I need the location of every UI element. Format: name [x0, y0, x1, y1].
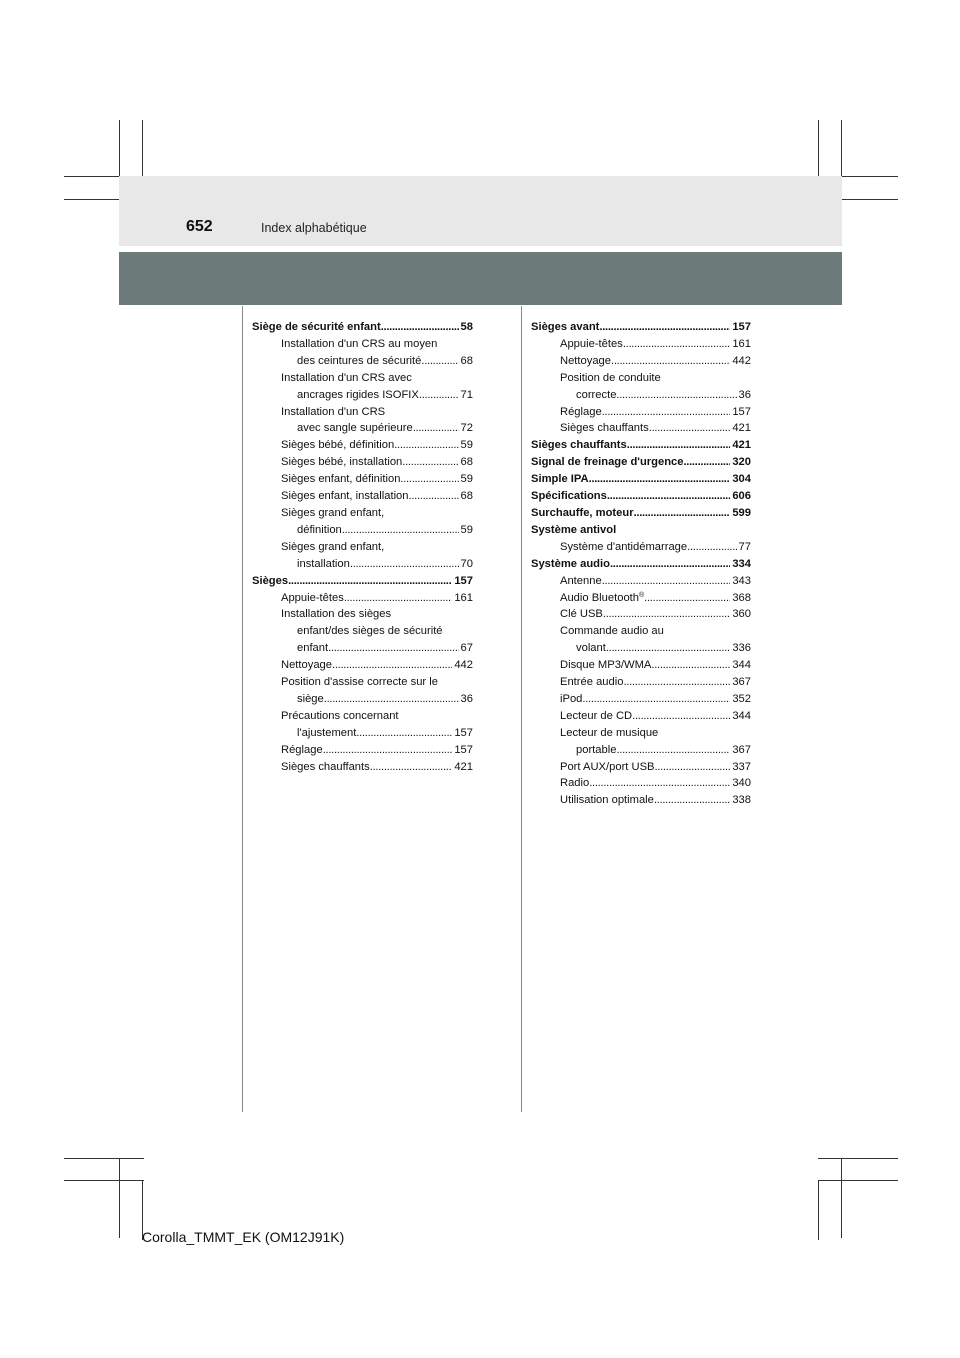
index-entry [252, 404, 473, 421]
index-entry-text: Position de conduite [560, 371, 661, 384]
index-entry-page: 421 [732, 422, 751, 435]
index-entry-page: 344 [732, 659, 751, 672]
header-band [119, 176, 842, 246]
index-entry-page: 343 [732, 574, 751, 587]
index-entry-text: Installation d'un CRS [281, 405, 386, 418]
leader-dots [288, 573, 452, 590]
index-entry-page: 70 [460, 557, 473, 570]
index-entry-text: Réglage [560, 405, 602, 418]
index-entry-text: Simple IPA [531, 473, 589, 486]
index-entry-page: 304 [732, 473, 751, 486]
index-entry-text: définition [297, 523, 342, 536]
leader-dots [332, 657, 452, 674]
index-entry [252, 488, 473, 505]
index-entry [252, 505, 473, 522]
index-entry-text: Surchauffe, moteur [531, 506, 634, 519]
index-entry-text: Lecteur de CD [560, 709, 633, 722]
index-entry-page: 157 [454, 726, 473, 739]
index-entry-text: Système audio [531, 557, 610, 570]
index-entry [531, 353, 751, 370]
index-entry-page: 334 [732, 557, 751, 570]
index-entry-text: Sièges chauffants [560, 422, 649, 435]
index-entry-text: installation [297, 557, 350, 570]
index-entry-page: 320 [732, 456, 751, 469]
index-entry [252, 556, 473, 573]
index-column-right [531, 319, 751, 809]
index-entry-text: l'ajustement [297, 726, 357, 739]
index-entry-text: Sièges grand enfant, [281, 506, 385, 519]
leader-dots [655, 759, 731, 776]
index-entry-page: 367 [732, 743, 751, 756]
index-entry-text: Réglage [281, 743, 323, 756]
index-entry [531, 657, 751, 674]
index-entry-text: volant [576, 642, 606, 655]
leader-dots [623, 336, 731, 353]
index-entry-text: correcte [576, 388, 617, 401]
index-entry [531, 691, 751, 708]
index-entry [531, 606, 751, 623]
leader-dots [409, 488, 459, 505]
crop-mark [818, 1158, 898, 1159]
index-entry [252, 522, 473, 539]
index-entry-page: 368 [732, 591, 751, 604]
index-entry-text: Spécifications [531, 490, 607, 503]
index-entry-text: Antenne [560, 574, 602, 587]
column-divider [521, 306, 522, 1112]
crop-mark [818, 1180, 819, 1240]
leader-dots [610, 556, 730, 573]
leader-dots [611, 353, 730, 370]
index-entry-page: 599 [732, 506, 751, 519]
index-entry [531, 725, 751, 742]
leader-dots [419, 387, 459, 404]
index-entry-page: 36 [460, 692, 473, 705]
section-band [119, 252, 842, 305]
index-entry-text: Sièges enfant, définition [281, 473, 401, 486]
index-entry [252, 590, 473, 607]
index-entry-text: Système d'antidémarrage [560, 540, 688, 553]
index-entry-page: 68 [460, 354, 473, 367]
index-entry [531, 522, 751, 539]
index-entry-text: ancrages rigides ISOFIX [297, 388, 419, 401]
index-entry-text: Radio [560, 777, 590, 790]
index-entry-page: 59 [460, 439, 473, 452]
index-entry [252, 437, 473, 454]
index-entry-page: 59 [460, 523, 473, 536]
index-entry-text: Disque MP3/WMA [560, 659, 652, 672]
index-entry-text: avec sangle supérieure [297, 422, 413, 435]
index-entry-text: portable [576, 743, 617, 756]
index-entry [531, 792, 751, 809]
leader-dots [413, 420, 459, 437]
index-entry [531, 708, 751, 725]
index-entry-text: des ceintures de sécurité [297, 354, 422, 367]
index-entry-text: Installation d'un CRS avec [281, 371, 412, 384]
index-entry-text: Sièges bébé, installation [281, 456, 403, 469]
index-entry-text: siège [297, 692, 324, 705]
leader-dots [649, 420, 731, 437]
leader-dots [599, 319, 730, 336]
leader-dots [602, 404, 731, 421]
index-entry-page: 59 [460, 473, 473, 486]
index-entry-text: iPod [560, 692, 583, 705]
leader-dots [421, 353, 458, 370]
leader-dots [323, 742, 453, 759]
index-entry [531, 336, 751, 353]
index-entry-page: 161 [454, 591, 473, 604]
index-entry [252, 454, 473, 471]
index-entry [531, 640, 751, 657]
index-entry [252, 353, 473, 370]
leader-dots [370, 759, 453, 776]
index-entry-text: Appuie-têtes [281, 591, 344, 604]
crop-mark [841, 1158, 842, 1238]
index-entry [252, 319, 473, 336]
index-entry-page: 68 [460, 490, 473, 503]
index-entry-text: Sièges chauffants [281, 760, 370, 773]
index-entry-text: Sièges chauffants [531, 439, 627, 452]
index-entry [531, 454, 751, 471]
index-entry-page: 157 [454, 574, 473, 587]
leader-dots [651, 657, 730, 674]
index-entry [252, 573, 473, 590]
index-entry [531, 387, 751, 404]
index-entry-page: 442 [454, 659, 473, 672]
leader-dots [344, 590, 453, 607]
index-entry [531, 623, 751, 640]
index-entry-text: Signal de freinage d'urgence [531, 456, 684, 469]
index-entry [531, 319, 751, 336]
index-entry-text: Commande audio au [560, 625, 664, 638]
registered-mark: ® [639, 591, 645, 599]
leader-dots [603, 606, 730, 623]
section-title: Index alphabétique [261, 221, 367, 235]
index-entry-page: 336 [732, 642, 751, 655]
index-entry [531, 437, 751, 454]
index-entry-page: 161 [732, 337, 751, 350]
index-entry-page: 58 [460, 321, 473, 333]
index-entry [252, 539, 473, 556]
index-entry-text: Sièges grand enfant, [281, 540, 385, 553]
index-entry-text: Sièges avant [531, 321, 600, 333]
index-entry-page: 72 [460, 422, 473, 435]
leader-dots [381, 319, 459, 336]
index-entry [531, 590, 751, 607]
index-entry-page: 352 [732, 692, 751, 705]
leader-dots [616, 387, 736, 404]
leader-dots [402, 454, 458, 471]
index-entry-page: 606 [732, 490, 751, 503]
index-entry-text: Installation d'un CRS au moyen [281, 337, 438, 350]
index-entry [252, 742, 473, 759]
index-entry-page: 67 [460, 642, 473, 655]
index-column-left [252, 319, 473, 775]
leader-dots [687, 539, 736, 556]
leader-dots [356, 725, 452, 742]
index-entry-page: 36 [738, 388, 751, 401]
index-entry [531, 505, 751, 522]
leader-dots [582, 691, 730, 708]
index-entry-text: Appuie-têtes [560, 337, 623, 350]
index-entry-text: Nettoyage [281, 659, 332, 672]
leader-dots [683, 454, 730, 471]
index-entry-page: 360 [732, 608, 751, 621]
index-entry [531, 404, 751, 421]
index-entry-text: Sièges [252, 574, 289, 587]
leader-dots [324, 691, 459, 708]
leader-dots [589, 775, 730, 792]
index-entry [531, 370, 751, 387]
index-entry-page: 157 [732, 321, 751, 333]
index-entry [531, 420, 751, 437]
index-entry-text: Port AUX/port USB [560, 760, 655, 773]
index-entry [252, 471, 473, 488]
index-entry-page: 337 [732, 760, 751, 773]
index-entry-page: 338 [732, 794, 751, 807]
index-entry-page: 367 [732, 676, 751, 689]
crop-mark [64, 1180, 144, 1181]
index-entry [531, 488, 751, 505]
index-entry-text: Système antivol [531, 523, 617, 536]
index-entry-text: Utilisation optimale [560, 794, 654, 807]
leader-dots [627, 437, 731, 454]
index-entry-text: enfant [297, 642, 329, 655]
index-entry-page: 77 [738, 540, 751, 553]
index-entry-text: Installation des sièges [281, 608, 392, 621]
index-entry-text: Nettoyage [560, 354, 611, 367]
index-entry [531, 573, 751, 590]
index-entry-text: Audio Bluetooth [560, 591, 639, 604]
leader-dots [616, 742, 730, 759]
crop-mark [818, 1180, 898, 1181]
index-entry [252, 691, 473, 708]
index-entry [252, 640, 473, 657]
index-entry-text: Précautions concernant [281, 709, 399, 722]
leader-dots [602, 573, 731, 590]
leader-dots [342, 522, 459, 539]
index-entry-page: 157 [454, 743, 473, 756]
index-entry [531, 471, 751, 488]
crop-mark [119, 1158, 120, 1238]
leader-dots [589, 471, 731, 488]
crop-mark [64, 1158, 144, 1159]
leader-dots [400, 471, 458, 488]
index-entry-page: 71 [460, 388, 473, 401]
index-entry-page: 421 [454, 760, 473, 773]
index-entry [252, 725, 473, 742]
leader-dots [394, 437, 458, 454]
index-entry [252, 759, 473, 776]
index-entry-page: 68 [460, 456, 473, 469]
index-entry [252, 370, 473, 387]
index-entry-page: 421 [732, 439, 751, 452]
leader-dots [634, 505, 731, 522]
index-entry-page: 344 [732, 709, 751, 722]
index-entry-text: Entrée audio [560, 676, 624, 689]
index-entry-text: Position d'assise correcte sur le [281, 676, 438, 689]
leader-dots [623, 674, 730, 691]
index-entry [252, 336, 473, 353]
index-entry [252, 420, 473, 437]
index-entry [252, 708, 473, 725]
index-entry [531, 742, 751, 759]
leader-dots [632, 708, 730, 725]
index-entry-text: enfant/des sièges de sécurité [297, 625, 443, 638]
leader-dots [644, 590, 730, 607]
index-entry [252, 623, 473, 640]
leader-dots [350, 556, 459, 573]
index-entry [252, 387, 473, 404]
leader-dots [654, 792, 730, 809]
index-entry [252, 606, 473, 623]
footer-model: Corolla_TMMT_EK (OM12J91K) [142, 1229, 345, 1245]
index-entry [531, 539, 751, 556]
index-entry-text: Siège de sécurité enfant [252, 321, 381, 333]
index-entry [252, 674, 473, 691]
leader-dots [607, 488, 730, 505]
index-entry [531, 674, 751, 691]
index-entry-page: 442 [732, 354, 751, 367]
column-divider [242, 306, 243, 1112]
index-entry [531, 775, 751, 792]
index-entry [252, 657, 473, 674]
index-entry-text: Sièges bébé, définition [281, 439, 395, 452]
index-entry-text: Clé USB [560, 608, 603, 621]
leader-dots [606, 640, 730, 657]
page-number: 652 [186, 218, 213, 235]
index-entry-page: 340 [732, 777, 751, 790]
index-entry-text: Lecteur de musique [560, 726, 659, 739]
index-entry [531, 759, 751, 776]
index-entry-page: 157 [732, 405, 751, 418]
leader-dots [328, 640, 458, 657]
index-entry [531, 556, 751, 573]
index-entry-text: Sièges enfant, installation [281, 490, 409, 503]
